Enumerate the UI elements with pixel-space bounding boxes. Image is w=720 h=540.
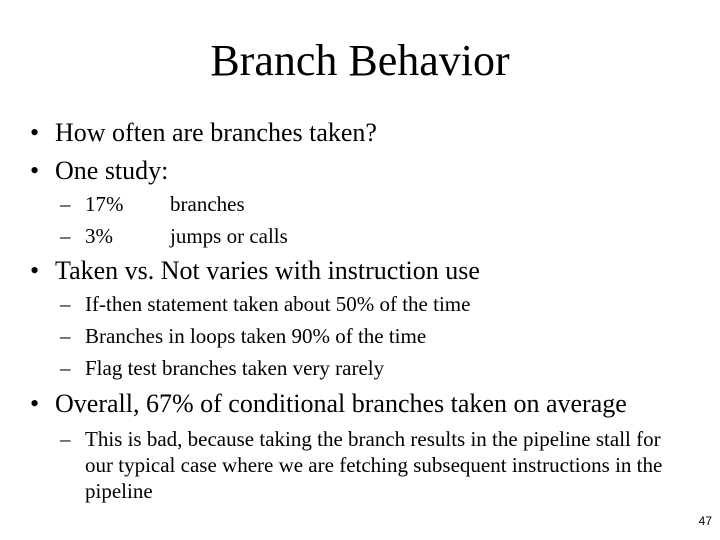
bullet-marker: • [30, 156, 40, 185]
dash-marker: – [60, 324, 71, 348]
bullet-marker: • [30, 118, 40, 147]
slide-title: Branch Behavior [210, 36, 510, 85]
study-label: jumps or calls [170, 224, 288, 248]
bullet-marker: • [30, 389, 40, 418]
sub-item-text: If-then statement taken about 50% of the time [85, 292, 471, 316]
sub-item-text: Flag test branches taken very rarely [85, 356, 385, 380]
study-percent: 17% [85, 192, 124, 216]
dash-marker: – [60, 292, 71, 316]
dash-marker: – [60, 224, 71, 248]
dash-marker: – [60, 356, 71, 380]
study-label: branches [170, 192, 245, 216]
bullet-text: How often are branches taken? [55, 118, 377, 147]
bullet-marker: • [30, 256, 40, 285]
bullet-text: One study: [55, 156, 169, 185]
page-number: 47 [698, 514, 712, 528]
study-percent: 3% [85, 224, 113, 248]
sub-item-text: This is bad, because taking the branch results in the pipeline stall for our typical case where we are fetching subsequent instructions in the pipeline [85, 427, 663, 503]
dash-marker: – [60, 427, 71, 451]
dash-marker: – [60, 192, 71, 216]
bullet-text: Taken vs. Not varies with instruction use [55, 256, 480, 285]
sub-item-text: Branches in loops taken 90% of the time [85, 324, 427, 348]
bullet-text: Overall, 67% of conditional branches taken on average [55, 389, 627, 418]
